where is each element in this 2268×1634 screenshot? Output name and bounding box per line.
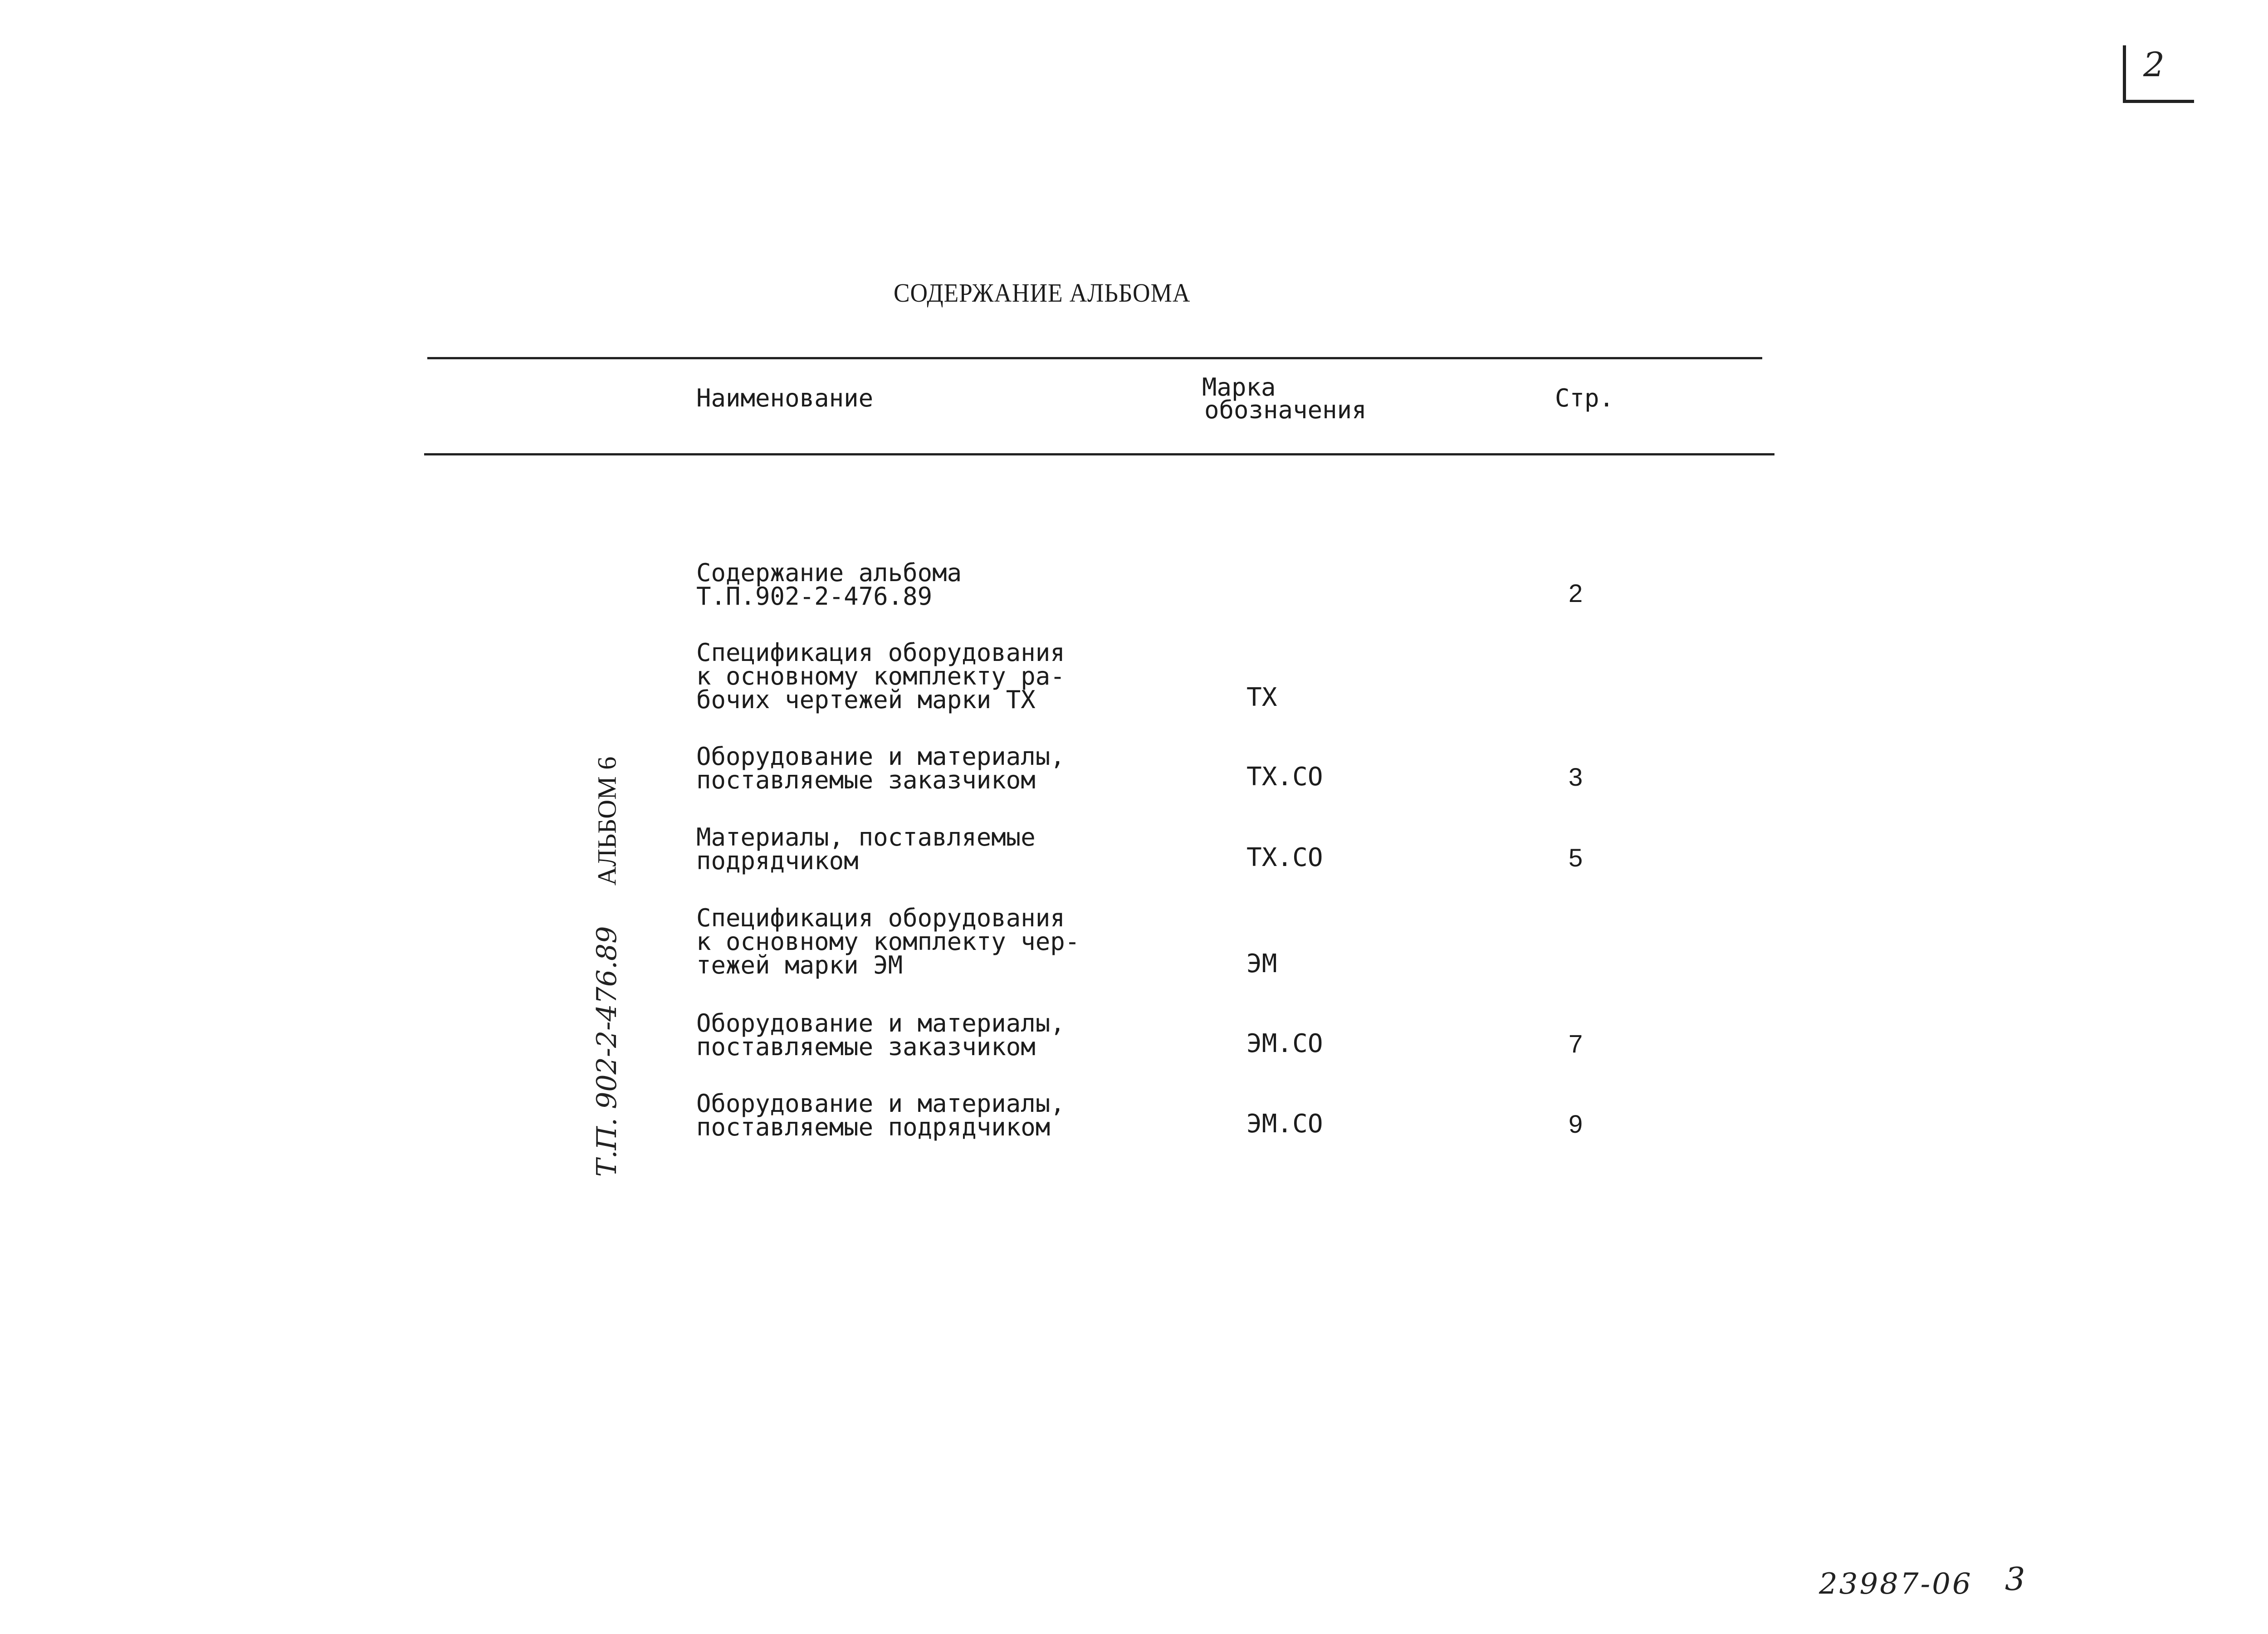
row-6-name: Оборудование и материалы, поставляемые заказчиком [696, 1009, 1065, 1061]
row-2-mark: ТХ [1246, 683, 1277, 712]
row-3-mark: ТХ.СО [1246, 762, 1323, 792]
row-3-page: 3 [1569, 763, 1583, 791]
side-project-code: Т.П. 902-2-476.89 [591, 926, 623, 1177]
row-7-name: Оборудование и материалы, поставляемые подрядчиком [696, 1089, 1065, 1141]
footer-sheet-number: 3 [2005, 1561, 2025, 1598]
row-4-page: 5 [1569, 843, 1583, 872]
corner-page-number: 2 [2143, 45, 2165, 84]
row-1-name: Содержание альбома Т.П.902-2-476.89 [696, 558, 962, 611]
header-name: Наименование [696, 384, 874, 412]
row-3-name: Оборудование и материалы, поставляемые заказчиком [696, 742, 1065, 794]
header-bottom-rule [424, 453, 1774, 455]
header-top-rule [427, 357, 1762, 359]
row-5-mark: ЭМ [1246, 949, 1277, 978]
row-2-name: Спецификация оборудования к основному комплекту ра- бочих чертежей марки ТХ [696, 638, 1065, 714]
row-1-page: 2 [1569, 579, 1583, 607]
row-4-mark: ТХ.СО [1246, 843, 1323, 872]
row-4-name: Материалы, поставляемые подрядчиком [696, 823, 1036, 875]
header-page: Стр. [1555, 384, 1614, 412]
row-5-name: Спецификация оборудования к основному комплекту чер- тежей марки ЭМ [696, 904, 1080, 979]
header-mark-line2: обозначения [1204, 396, 1367, 424]
side-album-label: АЛЬБОМ 6 [592, 756, 622, 886]
row-7-page: 9 [1569, 1110, 1583, 1138]
row-6-mark: ЭМ.СО [1246, 1029, 1323, 1058]
row-7-mark: ЭМ.СО [1246, 1109, 1323, 1139]
header-mark-line1: Марка [1202, 373, 1276, 401]
footer-code: 23987-06 [1819, 1567, 1973, 1601]
row-6-page: 7 [1569, 1029, 1583, 1058]
page-title: СОДЕРЖАНИЕ АЛЬБОМА [894, 278, 1191, 308]
